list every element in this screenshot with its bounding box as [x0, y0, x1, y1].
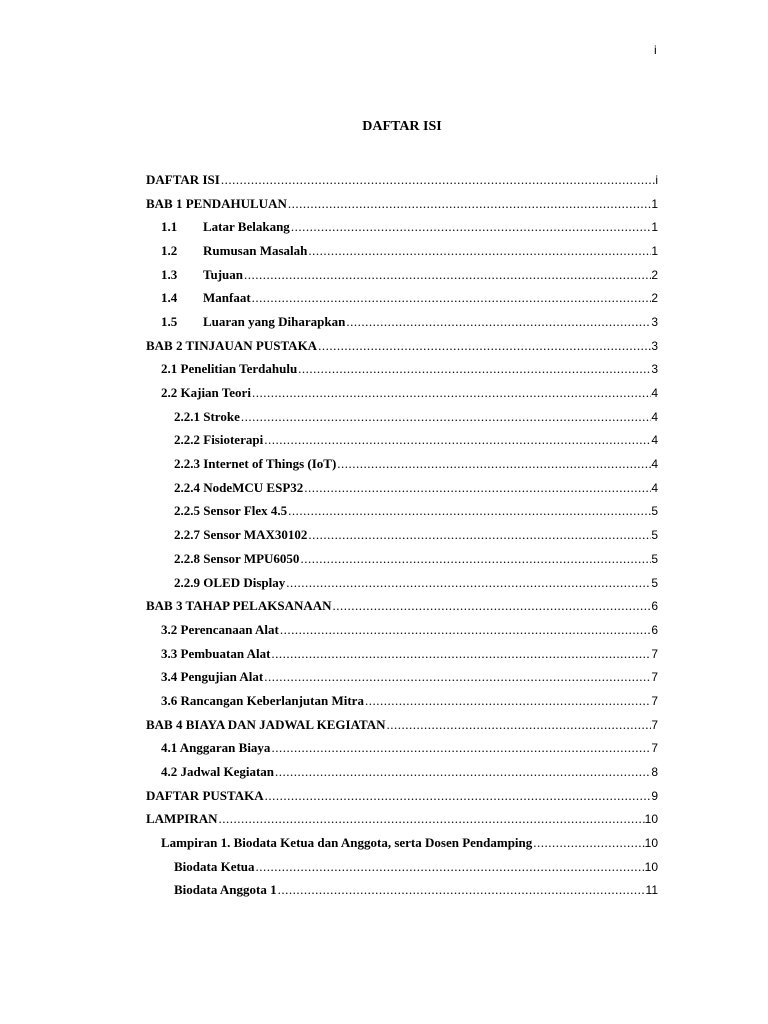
toc-entry-page: 7: [651, 670, 658, 685]
toc-entry-page: 6: [651, 622, 658, 637]
toc-entry-title: Luaran yang Diharapkan: [203, 313, 346, 329]
toc-entry-page: 4: [651, 457, 658, 472]
toc-entry-title: Tujuan: [203, 266, 243, 282]
toc-entry-page: 3: [651, 314, 658, 329]
toc-entry-title: 2.2.1 Stroke: [174, 408, 240, 424]
toc-entry-page: 4: [651, 386, 658, 401]
toc-entry-title: Biodata Ketua: [174, 858, 255, 874]
toc-entry-title: 3.3 Pembuatan Alat: [161, 645, 271, 661]
toc-entry-title: Manfaat: [203, 290, 251, 306]
toc-entry-title: 2.1 Penelitian Terdahulu: [161, 361, 298, 377]
toc-entry-number: 1.5: [161, 313, 178, 329]
toc-entry-page: 7: [651, 646, 658, 661]
toc-entry-title: 2.2.9 OLED Display: [174, 574, 286, 590]
toc-entry-page: 2: [651, 267, 658, 282]
dot-leader: [291, 219, 652, 235]
toc-entry-title: DAFTAR PUSTAKA: [146, 787, 264, 803]
toc-entry-title: 3.4 Pengujian Alat: [161, 669, 264, 685]
toc-entry[interactable]: [146, 737, 658, 761]
dot-leader: [333, 598, 652, 614]
toc-entry-title: Rumusan Masalah: [203, 242, 308, 258]
toc-entry-title: 4.2 Jadwal Kegiatan: [161, 764, 275, 780]
toc-entry[interactable]: [146, 879, 658, 903]
toc-entry[interactable]: [146, 808, 658, 832]
dot-leader: [244, 267, 651, 283]
toc-entry-title: 2.2.3 Internet of Things (IoT): [174, 456, 337, 472]
toc-entry-title: BAB 1 PENDAHULUAN: [146, 195, 287, 211]
toc-entry-page: 6: [651, 599, 658, 614]
toc-entry[interactable]: [146, 618, 658, 642]
dot-leader: [275, 764, 651, 780]
dot-leader: [346, 314, 651, 330]
toc-entry[interactable]: [146, 689, 658, 713]
toc-entry-title: LAMPIRAN: [146, 811, 218, 827]
dot-leader: [271, 646, 651, 662]
dot-leader: [278, 882, 646, 898]
page-number: i: [654, 43, 657, 57]
toc-entry[interactable]: [146, 523, 658, 547]
dot-leader: [386, 717, 651, 733]
dot-leader: [219, 811, 645, 827]
toc-entry[interactable]: [146, 263, 658, 287]
toc-entry[interactable]: [146, 429, 658, 453]
toc-entry-title: 2.2.8 Sensor MPU6050: [174, 550, 300, 566]
toc-entry[interactable]: [146, 381, 658, 405]
toc-entry-number: 1.3: [161, 266, 178, 282]
toc-entry[interactable]: [146, 334, 658, 358]
dot-leader: [300, 551, 651, 567]
toc-entry[interactable]: [146, 571, 658, 595]
toc-entry-title: 2.2.2 Fisioterapi: [174, 432, 264, 448]
toc-entry-title: BAB 3 TAHAP PELAKSANAAN: [146, 598, 332, 614]
toc-entry[interactable]: [146, 168, 658, 192]
dot-leader: [288, 503, 651, 519]
toc-entry-page: 11: [645, 883, 658, 898]
dot-leader: [308, 527, 651, 543]
toc-entry-page: 9: [651, 788, 658, 803]
dot-leader: [271, 740, 651, 756]
toc-entry-page: i: [655, 172, 658, 187]
dot-leader: [252, 290, 652, 306]
toc-entry-title: 4.1 Anggaran Biaya: [161, 740, 271, 756]
toc-entry[interactable]: [146, 831, 658, 855]
toc-entry-page: 1: [651, 196, 658, 211]
toc-entry-number: 1.1: [161, 219, 178, 235]
dot-leader: [264, 669, 651, 685]
toc-entry-page: 5: [651, 504, 658, 519]
toc-entry[interactable]: [146, 855, 658, 879]
dot-leader: [308, 243, 651, 259]
toc-entry-title: Biodata Anggota 1: [174, 882, 277, 898]
toc-entry[interactable]: [146, 594, 658, 618]
toc-entry-page: 5: [651, 528, 658, 543]
dot-leader: [264, 432, 651, 448]
table-of-contents: [146, 168, 658, 902]
dot-leader: [533, 835, 644, 851]
toc-entry[interactable]: [146, 784, 658, 808]
toc-entry[interactable]: [146, 760, 658, 784]
toc-entry-page: 4: [651, 409, 658, 424]
dot-leader: [265, 788, 652, 804]
dot-leader: [221, 172, 656, 188]
toc-entry-number: 1.2: [161, 242, 178, 258]
toc-entry[interactable]: [146, 452, 658, 476]
toc-entry-page: 10: [644, 812, 658, 827]
toc-entry-title: 2.2.4 NodeMCU ESP32: [174, 479, 304, 495]
toc-entry[interactable]: [146, 476, 658, 500]
toc-entry-page: 3: [651, 338, 658, 353]
toc-entry-title: Lampiran 1. Biodata Ketua dan Anggota, serta Dosen Pendamping: [161, 835, 533, 851]
toc-entry-title: DAFTAR ISI: [146, 171, 220, 187]
toc-entry-page: 8: [651, 765, 658, 780]
toc-entry-page: 1: [651, 220, 658, 235]
toc-entry-number: 1.4: [161, 290, 178, 306]
toc-entry[interactable]: [146, 358, 658, 382]
toc-entry-page: 3: [651, 362, 658, 377]
toc-entry[interactable]: [146, 500, 658, 524]
toc-entry[interactable]: [146, 713, 658, 737]
toc-entry-title: BAB 4 BIAYA DAN JADWAL KEGIATAN: [146, 716, 386, 732]
toc-entry-page: 4: [651, 480, 658, 495]
toc-entry-page: 7: [651, 693, 658, 708]
dot-leader: [365, 693, 651, 709]
toc-entry[interactable]: [146, 547, 658, 571]
toc-entry-title: 2.2 Kajian Teori: [161, 385, 251, 401]
toc-entry-page: 10: [644, 859, 658, 874]
toc-entry-page: 2: [651, 291, 658, 306]
dot-leader: [252, 385, 651, 401]
dot-leader: [318, 338, 651, 354]
dot-leader: [288, 196, 651, 212]
toc-entry[interactable]: [146, 286, 658, 310]
toc-entry-page: 5: [651, 551, 658, 566]
toc-entry-page: 10: [644, 836, 658, 851]
toc-entry-title: Latar Belakang: [203, 219, 290, 235]
toc-entry[interactable]: [146, 405, 658, 429]
dot-leader: [280, 622, 651, 638]
dot-leader: [286, 575, 651, 591]
toc-entry[interactable]: [146, 239, 658, 263]
toc-entry-title: 2.2.7 Sensor MAX30102: [174, 527, 308, 543]
toc-entry-page: 7: [651, 717, 658, 732]
dot-leader: [256, 859, 645, 875]
toc-entry[interactable]: [146, 310, 658, 334]
toc-entry-title: 2.2.5 Sensor Flex 4.5: [174, 503, 288, 519]
toc-entry[interactable]: [146, 215, 658, 239]
toc-entry-title: 3.2 Perencanaan Alat: [161, 621, 279, 637]
toc-entry-page: 1: [651, 243, 658, 258]
dot-leader: [298, 361, 651, 377]
toc-entry[interactable]: [146, 665, 658, 689]
toc-entry-page: 5: [651, 575, 658, 590]
toc-entry[interactable]: [146, 192, 658, 216]
page-title: DAFTAR ISI: [362, 119, 442, 134]
toc-entry[interactable]: [146, 642, 658, 666]
dot-leader: [304, 480, 651, 496]
toc-entry-page: 4: [651, 433, 658, 448]
dot-leader: [241, 409, 651, 425]
toc-entry-title: BAB 2 TINJAUAN PUSTAKA: [146, 337, 318, 353]
dot-leader: [337, 456, 651, 472]
toc-entry-page: 7: [651, 741, 658, 756]
toc-entry-title: 3.6 Rancangan Keberlanjutan Mitra: [161, 692, 364, 708]
